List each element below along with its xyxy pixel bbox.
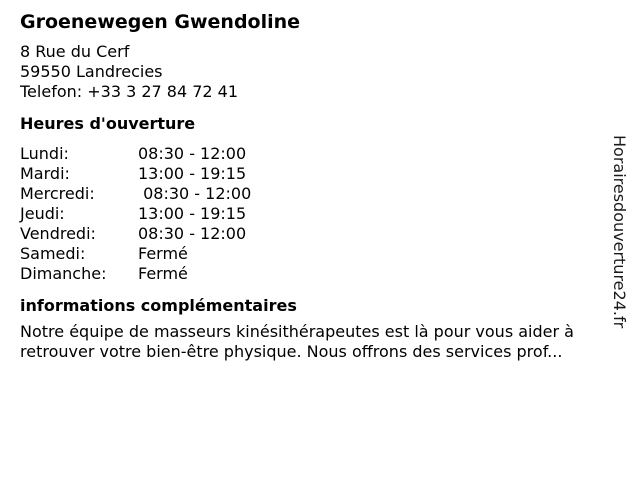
hours-row-dimanche [20, 264, 251, 284]
address-street: 8 Rue du Cerf [20, 42, 130, 61]
day-hours: 13:00 - 19:15 [138, 164, 247, 183]
business-card [20, 10, 620, 362]
day-hours: Fermé [138, 264, 188, 283]
day-label: Vendredi: [20, 224, 96, 243]
day-label: Mercredi: [20, 184, 95, 203]
info-description: Notre équipe de masseurs kinésithérapeutes est là pour vous aider à retrouver votre bien-être physique. Nous offrons des services prof... [20, 322, 574, 361]
day-hours: 08:30 - 12:00 [138, 144, 247, 163]
hours-row-samedi [20, 244, 251, 264]
day-label: Mardi: [20, 164, 70, 183]
hours-row-vendredi [20, 224, 251, 244]
day-label: Dimanche: [20, 264, 107, 283]
phone-number[interactable]: Telefon: +33 3 27 84 72 41 [20, 82, 239, 101]
info-heading: informations complémentaires [20, 296, 297, 315]
site-watermark[interactable]: Horairesdouverture24.fr [610, 135, 629, 329]
hours-row-mardi [20, 164, 251, 184]
day-label: Samedi: [20, 244, 86, 263]
day-hours: 08:30 - 12:00 [138, 224, 247, 243]
day-hours: Fermé [138, 244, 188, 263]
business-name: Groenewegen Gwendoline [20, 11, 301, 33]
day-hours: 13:00 - 19:15 [138, 204, 247, 223]
opening-hours-table [20, 144, 251, 284]
day-label: Lundi: [20, 144, 69, 163]
hours-heading: Heures d'ouverture [20, 114, 196, 133]
hours-row-mercredi [20, 184, 251, 204]
address-city: 59550 Landrecies [20, 62, 163, 81]
hours-row-jeudi [20, 204, 251, 224]
hours-row-lundi [20, 144, 251, 164]
day-label: Jeudi: [20, 204, 65, 223]
day-hours: 08:30 - 12:00 [138, 184, 252, 203]
